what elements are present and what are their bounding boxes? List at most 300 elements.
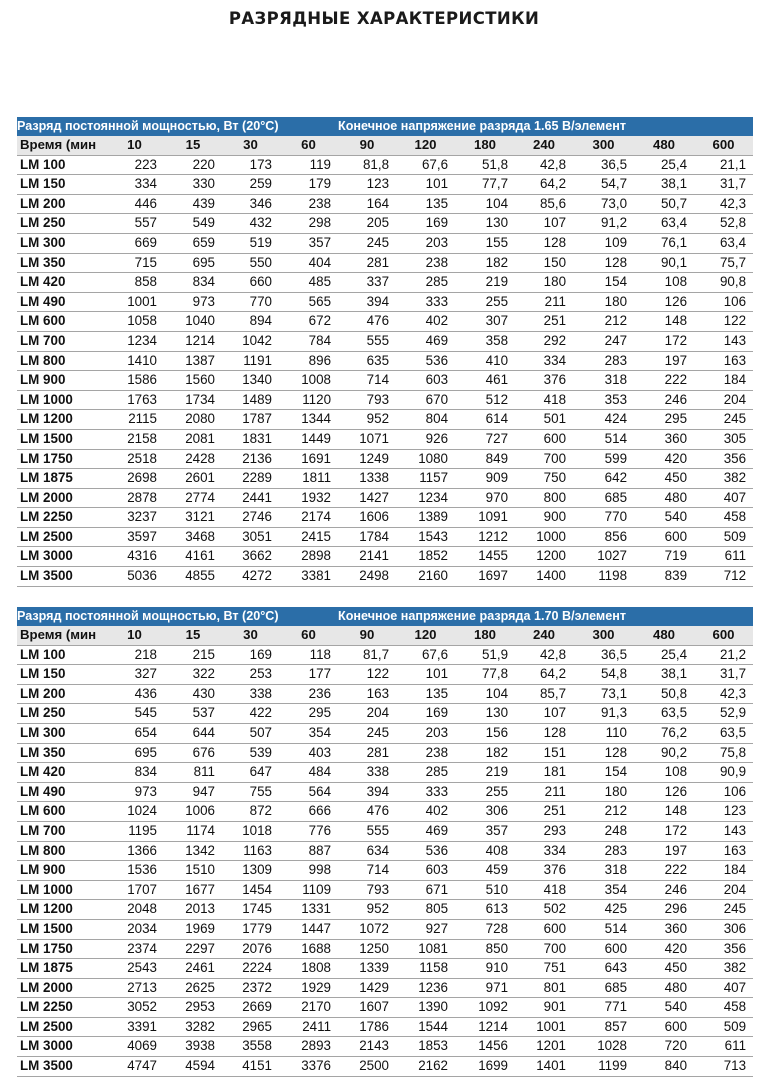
- value-cell: 1688: [279, 939, 338, 959]
- value-cell: 642: [573, 469, 634, 489]
- column-header: 90: [338, 626, 396, 645]
- value-cell: 2158: [105, 429, 164, 449]
- value-cell: 164: [338, 194, 396, 214]
- value-cell: 91,3: [573, 704, 634, 724]
- value-cell: 2625: [164, 978, 222, 998]
- value-cell: 2415: [279, 527, 338, 547]
- value-cell: 599: [573, 449, 634, 469]
- value-cell: 834: [164, 273, 222, 293]
- value-cell: 539: [222, 743, 279, 763]
- value-cell: 182: [455, 743, 515, 763]
- value-cell: 600: [515, 429, 573, 449]
- value-cell: 77,8: [455, 665, 515, 685]
- value-cell: 4747: [105, 1057, 164, 1077]
- model-cell: LM 1000: [17, 880, 105, 900]
- value-cell: 110: [573, 723, 634, 743]
- model-cell: LM 3500: [17, 1057, 105, 1077]
- value-cell: 64,2: [515, 665, 573, 685]
- value-cell: 251: [515, 312, 573, 332]
- model-cell: LM 800: [17, 841, 105, 861]
- value-cell: 1536: [105, 861, 164, 881]
- value-cell: 73,1: [573, 684, 634, 704]
- value-cell: 4161: [164, 547, 222, 567]
- value-cell: 424: [573, 410, 634, 430]
- value-cell: 1092: [455, 998, 515, 1018]
- value-cell: 1455: [455, 547, 515, 567]
- value-cell: 1387: [164, 351, 222, 371]
- value-cell: 971: [455, 978, 515, 998]
- value-cell: 25,4: [634, 155, 694, 175]
- value-cell: 1234: [396, 488, 455, 508]
- value-cell: 2048: [105, 900, 164, 920]
- value-cell: 219: [455, 273, 515, 293]
- value-cell: 219: [455, 763, 515, 783]
- value-cell: 4594: [164, 1057, 222, 1077]
- value-cell: 600: [515, 919, 573, 939]
- value-cell: 2898: [279, 547, 338, 567]
- value-cell: 2162: [396, 1057, 455, 1077]
- column-header: 30: [222, 626, 279, 645]
- value-cell: 952: [338, 410, 396, 430]
- value-cell: 204: [694, 880, 753, 900]
- table-row: [17, 410, 753, 430]
- value-cell: 947: [164, 782, 222, 802]
- value-cell: 251: [515, 802, 573, 822]
- value-cell: 669: [105, 233, 164, 253]
- value-cell: 436: [105, 684, 164, 704]
- model-cell: LM 300: [17, 723, 105, 743]
- value-cell: 154: [573, 273, 634, 293]
- value-cell: 2289: [222, 469, 279, 489]
- value-cell: 295: [279, 704, 338, 724]
- value-cell: 793: [338, 390, 396, 410]
- value-cell: 557: [105, 214, 164, 234]
- value-cell: 90,8: [694, 273, 753, 293]
- value-cell: 784: [279, 331, 338, 351]
- value-cell: 31,7: [694, 665, 753, 685]
- value-cell: 292: [515, 331, 573, 351]
- value-cell: 52,8: [694, 214, 753, 234]
- model-cell: LM 300: [17, 233, 105, 253]
- value-cell: 1852: [396, 547, 455, 567]
- value-cell: 1195: [105, 821, 164, 841]
- value-cell: 804: [396, 410, 455, 430]
- value-cell: 714: [338, 371, 396, 391]
- value-cell: 376: [515, 371, 573, 391]
- value-cell: 1607: [338, 998, 396, 1018]
- value-cell: 410: [455, 351, 515, 371]
- value-cell: 2076: [222, 939, 279, 959]
- value-cell: 509: [694, 527, 753, 547]
- value-cell: 75,8: [694, 743, 753, 763]
- value-cell: 143: [694, 821, 753, 841]
- table-row: [17, 488, 753, 508]
- value-cell: 805: [396, 900, 455, 920]
- table-row: [17, 802, 753, 822]
- value-cell: 118: [279, 645, 338, 665]
- value-cell: 1001: [105, 292, 164, 312]
- model-cell: LM 1750: [17, 939, 105, 959]
- value-cell: 73,0: [573, 194, 634, 214]
- value-cell: 770: [222, 292, 279, 312]
- value-cell: 1677: [164, 880, 222, 900]
- table-row: [17, 567, 753, 587]
- value-cell: 346: [222, 194, 279, 214]
- value-cell: 2518: [105, 449, 164, 469]
- model-cell: LM 100: [17, 645, 105, 665]
- value-cell: 2372: [222, 978, 279, 998]
- column-header: 180: [455, 626, 515, 645]
- value-cell: 382: [694, 469, 753, 489]
- table-row: [17, 331, 753, 351]
- value-cell: 119: [279, 155, 338, 175]
- column-header: 180: [455, 136, 515, 155]
- model-cell: LM 2250: [17, 998, 105, 1018]
- value-cell: 354: [573, 880, 634, 900]
- value-cell: 1200: [515, 547, 573, 567]
- model-cell: LM 2000: [17, 978, 105, 998]
- value-cell: 76,1: [634, 233, 694, 253]
- value-cell: 634: [338, 841, 396, 861]
- value-cell: 247: [573, 331, 634, 351]
- value-cell: 459: [455, 861, 515, 881]
- value-cell: 197: [634, 351, 694, 371]
- value-cell: 408: [455, 841, 515, 861]
- column-header-time: Время (мин: [17, 626, 105, 645]
- value-cell: 755: [222, 782, 279, 802]
- value-cell: 635: [338, 351, 396, 371]
- value-cell: 1199: [573, 1057, 634, 1077]
- value-cell: 549: [164, 214, 222, 234]
- value-cell: 150: [515, 253, 573, 273]
- value-cell: 1707: [105, 880, 164, 900]
- value-cell: 91,2: [573, 214, 634, 234]
- value-cell: 211: [515, 292, 573, 312]
- value-cell: 720: [634, 1037, 694, 1057]
- value-cell: 509: [694, 1017, 753, 1037]
- value-cell: 3381: [279, 567, 338, 587]
- value-cell: 514: [573, 429, 634, 449]
- value-cell: 1811: [279, 469, 338, 489]
- value-cell: 215: [164, 645, 222, 665]
- value-cell: 322: [164, 665, 222, 685]
- value-cell: 2297: [164, 939, 222, 959]
- value-cell: 4272: [222, 567, 279, 587]
- value-cell: 1410: [105, 351, 164, 371]
- table-row: [17, 978, 753, 998]
- value-cell: 109: [573, 233, 634, 253]
- value-cell: 353: [573, 390, 634, 410]
- value-cell: 439: [164, 194, 222, 214]
- value-cell: 2034: [105, 919, 164, 939]
- value-cell: 970: [455, 488, 515, 508]
- table-title-right: Конечное напряжение разряда 1.70 В/элемент: [338, 607, 753, 626]
- column-header: 240: [515, 136, 573, 155]
- value-cell: 337: [338, 273, 396, 293]
- table-row: [17, 939, 753, 959]
- value-cell: 2498: [338, 567, 396, 587]
- value-cell: 2141: [338, 547, 396, 567]
- value-cell: 211: [515, 782, 573, 802]
- value-cell: 1158: [396, 959, 455, 979]
- value-cell: 38,1: [634, 175, 694, 195]
- value-cell: 64,2: [515, 175, 573, 195]
- value-cell: 926: [396, 429, 455, 449]
- value-cell: 727: [455, 429, 515, 449]
- model-cell: LM 900: [17, 371, 105, 391]
- value-cell: 1071: [338, 429, 396, 449]
- value-cell: 1250: [338, 939, 396, 959]
- value-cell: 927: [396, 919, 455, 939]
- value-cell: 3662: [222, 547, 279, 567]
- model-cell: LM 1875: [17, 959, 105, 979]
- value-cell: 485: [279, 273, 338, 293]
- value-cell: 676: [164, 743, 222, 763]
- value-cell: 536: [396, 841, 455, 861]
- value-cell: 1784: [338, 527, 396, 547]
- table-row: [17, 312, 753, 332]
- model-cell: LM 2000: [17, 488, 105, 508]
- table-row: [17, 684, 753, 704]
- table-row: [17, 175, 753, 195]
- value-cell: 450: [634, 469, 694, 489]
- value-cell: 1191: [222, 351, 279, 371]
- value-cell: 38,1: [634, 665, 694, 685]
- model-cell: LM 100: [17, 155, 105, 175]
- value-cell: 2080: [164, 410, 222, 430]
- value-cell: 771: [573, 998, 634, 1018]
- value-cell: 31,7: [694, 175, 753, 195]
- discharge-table-1-70v: [17, 607, 753, 1077]
- table-row: [17, 880, 753, 900]
- model-cell: LM 3500: [17, 567, 105, 587]
- value-cell: 476: [338, 312, 396, 332]
- value-cell: 212: [573, 312, 634, 332]
- table-row: [17, 665, 753, 685]
- value-cell: 295: [634, 410, 694, 430]
- value-cell: 402: [396, 312, 455, 332]
- table-row: [17, 273, 753, 293]
- model-cell: LM 2500: [17, 527, 105, 547]
- value-cell: 510: [455, 880, 515, 900]
- column-header: 90: [338, 136, 396, 155]
- value-cell: 42,3: [694, 194, 753, 214]
- value-cell: 305: [694, 429, 753, 449]
- value-cell: 2170: [279, 998, 338, 1018]
- model-cell: LM 200: [17, 194, 105, 214]
- value-cell: 334: [105, 175, 164, 195]
- value-cell: 611: [694, 547, 753, 567]
- value-cell: 327: [105, 665, 164, 685]
- value-cell: 1763: [105, 390, 164, 410]
- value-cell: 4316: [105, 547, 164, 567]
- page-title: РАЗРЯДНЫЕ ХАРАКТЕРИСТИКИ: [228, 9, 540, 28]
- value-cell: 356: [694, 939, 753, 959]
- model-cell: LM 490: [17, 292, 105, 312]
- value-cell: 2965: [222, 1017, 279, 1037]
- value-cell: 1389: [396, 508, 455, 528]
- value-cell: 85,6: [515, 194, 573, 214]
- value-cell: 2746: [222, 508, 279, 528]
- value-cell: 1447: [279, 919, 338, 939]
- table-row: [17, 429, 753, 449]
- value-cell: 2698: [105, 469, 164, 489]
- value-cell: 21,2: [694, 645, 753, 665]
- value-cell: 700: [515, 939, 573, 959]
- value-cell: 536: [396, 351, 455, 371]
- value-cell: 600: [634, 1017, 694, 1037]
- model-cell: LM 1500: [17, 919, 105, 939]
- value-cell: 245: [338, 233, 396, 253]
- value-cell: 318: [573, 861, 634, 881]
- value-cell: 63,4: [694, 233, 753, 253]
- table-row: [17, 508, 753, 528]
- value-cell: 123: [338, 175, 396, 195]
- value-cell: 1024: [105, 802, 164, 822]
- value-cell: 2601: [164, 469, 222, 489]
- value-cell: 2013: [164, 900, 222, 920]
- value-cell: 2500: [338, 1057, 396, 1077]
- value-cell: 107: [515, 214, 573, 234]
- value-cell: 519: [222, 233, 279, 253]
- value-cell: 695: [164, 253, 222, 273]
- value-cell: 357: [455, 821, 515, 841]
- value-cell: 2081: [164, 429, 222, 449]
- value-cell: 238: [279, 194, 338, 214]
- value-cell: 811: [164, 763, 222, 783]
- value-cell: 2893: [279, 1037, 338, 1057]
- value-cell: 3052: [105, 998, 164, 1018]
- table-row: [17, 704, 753, 724]
- table-row: [17, 547, 753, 567]
- value-cell: 896: [279, 351, 338, 371]
- value-cell: 338: [222, 684, 279, 704]
- value-cell: 1429: [338, 978, 396, 998]
- model-cell: LM 200: [17, 684, 105, 704]
- value-cell: 1006: [164, 802, 222, 822]
- value-cell: 3282: [164, 1017, 222, 1037]
- value-cell: 376: [515, 861, 573, 881]
- value-cell: 180: [573, 782, 634, 802]
- model-cell: LM 700: [17, 331, 105, 351]
- model-cell: LM 490: [17, 782, 105, 802]
- value-cell: 223: [105, 155, 164, 175]
- value-cell: 909: [455, 469, 515, 489]
- value-cell: 2543: [105, 959, 164, 979]
- value-cell: 1249: [338, 449, 396, 469]
- value-cell: 611: [694, 1037, 753, 1057]
- value-cell: 181: [515, 763, 573, 783]
- value-cell: 148: [634, 802, 694, 822]
- value-cell: 3468: [164, 527, 222, 547]
- value-cell: 285: [396, 763, 455, 783]
- value-cell: 1028: [573, 1037, 634, 1057]
- value-cell: 1042: [222, 331, 279, 351]
- value-cell: 458: [694, 508, 753, 528]
- value-cell: 1001: [515, 1017, 573, 1037]
- value-cell: 1560: [164, 371, 222, 391]
- value-cell: 21,1: [694, 155, 753, 175]
- value-cell: 1969: [164, 919, 222, 939]
- value-cell: 358: [455, 331, 515, 351]
- value-cell: 3597: [105, 527, 164, 547]
- value-cell: 850: [455, 939, 515, 959]
- value-cell: 220: [164, 155, 222, 175]
- value-cell: 695: [105, 743, 164, 763]
- table-row: [17, 351, 753, 371]
- value-cell: 77,7: [455, 175, 515, 195]
- value-cell: 647: [222, 763, 279, 783]
- value-cell: 333: [396, 782, 455, 802]
- value-cell: 128: [573, 253, 634, 273]
- value-cell: 872: [222, 802, 279, 822]
- value-cell: 204: [338, 704, 396, 724]
- value-cell: 901: [515, 998, 573, 1018]
- value-cell: 338: [338, 763, 396, 783]
- table-row: [17, 469, 753, 489]
- value-cell: 834: [105, 763, 164, 783]
- value-cell: 484: [279, 763, 338, 783]
- value-cell: 402: [396, 802, 455, 822]
- value-cell: 480: [634, 488, 694, 508]
- value-cell: 283: [573, 351, 634, 371]
- value-cell: 106: [694, 292, 753, 312]
- value-cell: 54,7: [573, 175, 634, 195]
- value-cell: 360: [634, 429, 694, 449]
- value-cell: 461: [455, 371, 515, 391]
- value-cell: 1734: [164, 390, 222, 410]
- value-cell: 85,7: [515, 684, 573, 704]
- value-cell: 1366: [105, 841, 164, 861]
- value-cell: 480: [634, 978, 694, 998]
- value-cell: 135: [396, 194, 455, 214]
- column-header: 15: [164, 136, 222, 155]
- value-cell: 245: [694, 900, 753, 920]
- value-cell: 600: [634, 527, 694, 547]
- value-cell: 2374: [105, 939, 164, 959]
- value-cell: 151: [515, 743, 573, 763]
- value-cell: 1510: [164, 861, 222, 881]
- model-cell: LM 350: [17, 253, 105, 273]
- value-cell: 998: [279, 861, 338, 881]
- value-cell: 1174: [164, 821, 222, 841]
- value-cell: 204: [694, 390, 753, 410]
- model-cell: LM 700: [17, 821, 105, 841]
- value-cell: 1779: [222, 919, 279, 939]
- value-cell: 507: [222, 723, 279, 743]
- column-header: 120: [396, 626, 455, 645]
- value-cell: 458: [694, 998, 753, 1018]
- table-row: [17, 292, 753, 312]
- value-cell: 700: [515, 449, 573, 469]
- value-cell: 107: [515, 704, 573, 724]
- column-header: 15: [164, 626, 222, 645]
- value-cell: 245: [694, 410, 753, 430]
- value-cell: 75,7: [694, 253, 753, 273]
- table-row: [17, 214, 753, 234]
- value-cell: 173: [222, 155, 279, 175]
- table-row: [17, 1057, 753, 1077]
- value-cell: 887: [279, 841, 338, 861]
- value-cell: 334: [515, 841, 573, 861]
- value-cell: 4151: [222, 1057, 279, 1077]
- value-cell: 469: [396, 821, 455, 841]
- value-cell: 857: [573, 1017, 634, 1037]
- value-cell: 856: [573, 527, 634, 547]
- model-cell: LM 350: [17, 743, 105, 763]
- value-cell: 613: [455, 900, 515, 920]
- value-cell: 203: [396, 723, 455, 743]
